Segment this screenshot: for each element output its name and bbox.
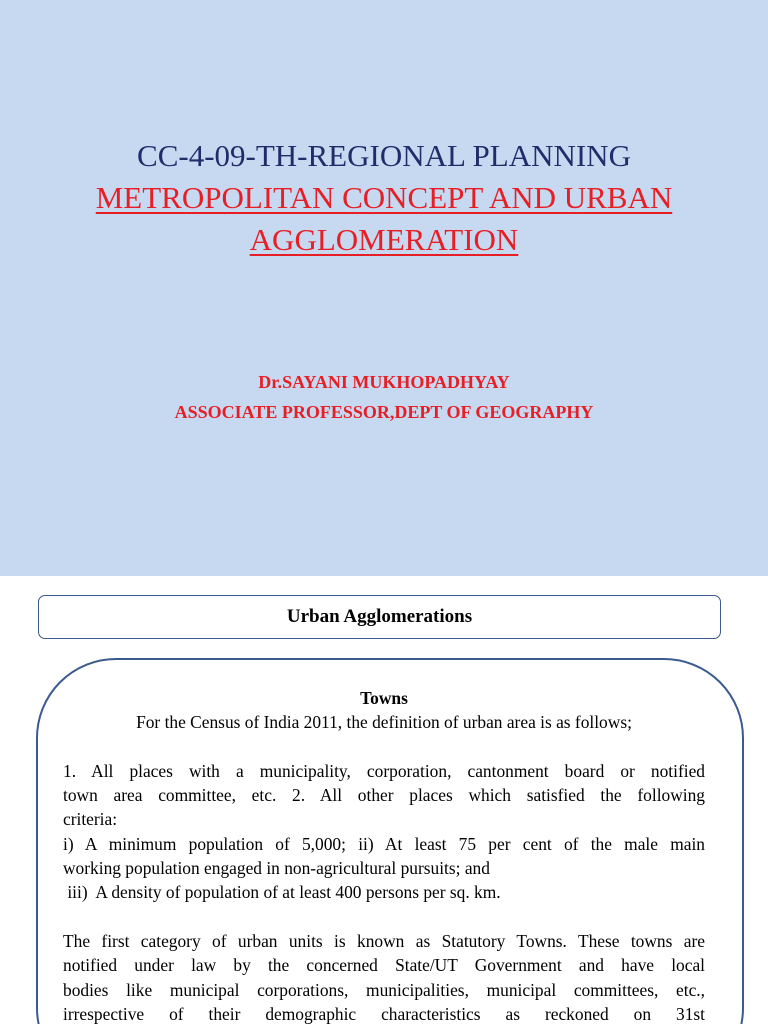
towns-title: Towns	[360, 688, 408, 708]
criteria-line: i) A minimum population of 5,000; ii) At least 75 per cent of the male main	[63, 833, 705, 854]
author-title: ASSOCIATE PROFESSOR,DEPT OF GEOGRAPHY	[174, 402, 594, 422]
slide-heading: Urban Agglomerations	[286, 606, 473, 627]
course-code-title: CC-4-09-TH-REGIONAL PLANNING	[137, 138, 631, 173]
statutory-line: bodies like municipal corporations, municipalities, municipal committees, etc.,	[63, 979, 705, 1000]
content-text	[63, 686, 705, 1024]
heading-box	[38, 595, 721, 639]
criteria-line: criteria:	[63, 809, 118, 830]
criteria-line: iii) A density of population of at least 400 persons per sq. km.	[63, 882, 501, 903]
criteria-line: town area committee, etc. 2. All other places which satisfied the following	[63, 785, 705, 806]
criteria-line: working population engaged in non-agricultural pursuits; and	[63, 858, 490, 879]
topic-title-line-2: AGGLOMERATION	[249, 222, 519, 257]
statutory-line: The first category of urban units is known as Statutory Towns. These towns are	[63, 930, 705, 951]
statutory-line: irrespective of their demographic characteristics as reckoned on 31st	[63, 1003, 705, 1024]
criteria-line: 1. All places with a municipality, corporation, cantonment board or notified	[63, 760, 705, 781]
intro-text: For the Census of India 2011, the definition of urban area is as follows;	[136, 712, 632, 733]
author-name: Dr.SAYANI MUKHOPADHYAY	[258, 372, 510, 392]
statutory-line: notified under law by the concerned State/UT Government and have local	[63, 955, 705, 976]
content-slide	[0, 576, 768, 1024]
topic-title-line-1: METROPOLITAN CONCEPT AND URBAN	[95, 180, 673, 215]
